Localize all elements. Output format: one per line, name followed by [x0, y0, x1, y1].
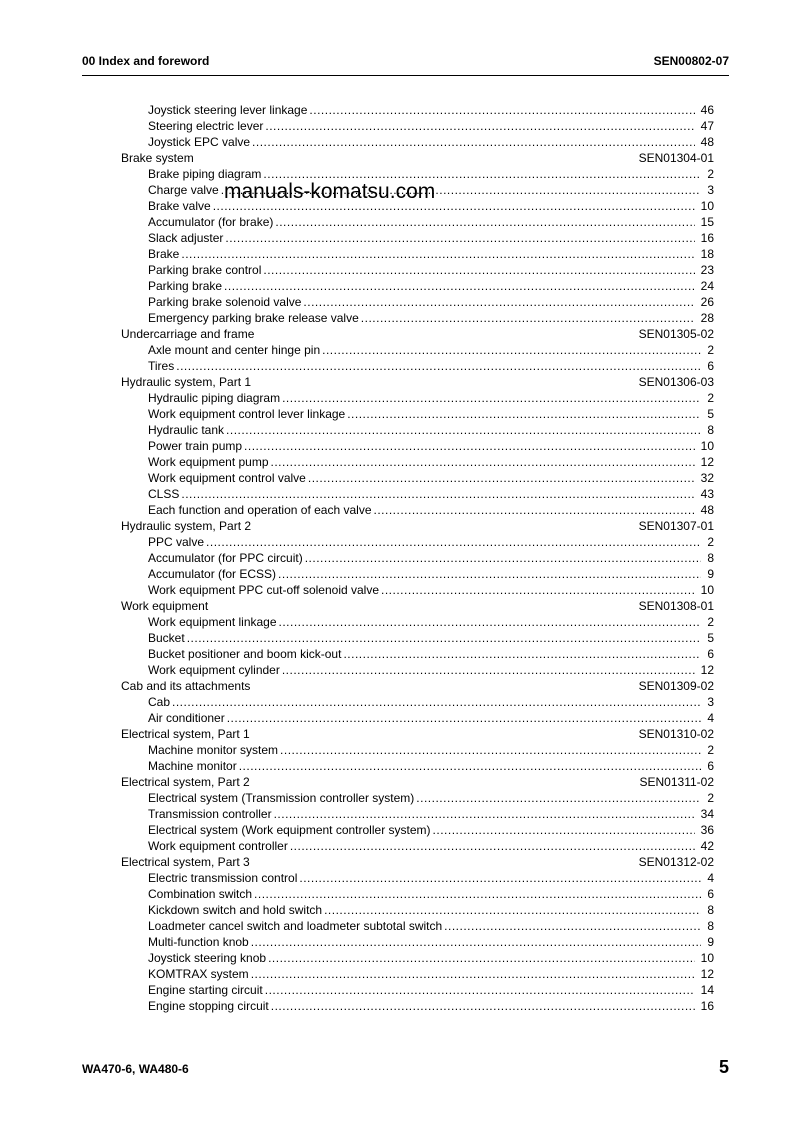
entry-title: Work equipment control valve — [148, 471, 306, 485]
page-number: 10 — [700, 951, 714, 965]
page-number: 5 — [707, 407, 714, 421]
toc-entry[interactable] — [121, 390, 714, 406]
page-number: 46 — [700, 103, 714, 117]
page-number: 12 — [700, 967, 714, 981]
entry-title: Hydraulic piping diagram — [148, 391, 281, 405]
dot-leader — [239, 758, 702, 774]
dot-leader — [299, 870, 701, 886]
toc-entry[interactable] — [121, 102, 714, 118]
page-number: 14 — [700, 983, 714, 997]
entry-title: Brake — [148, 247, 180, 261]
page-number: 48 — [700, 503, 714, 517]
page-number: 28 — [700, 311, 714, 325]
section-code: SEN01306-03 — [638, 375, 714, 389]
toc-entry[interactable] — [121, 662, 714, 678]
toc-entry[interactable] — [121, 966, 714, 982]
entry-title: Parking brake control — [148, 263, 262, 277]
dot-leader — [181, 486, 694, 502]
entry-title: Hydraulic tank — [148, 423, 225, 437]
toc-entry[interactable] — [121, 646, 714, 662]
entry-title: Combination switch — [148, 887, 253, 901]
entry-title: Machine monitor system — [148, 743, 279, 757]
dot-leader — [282, 662, 695, 678]
dot-leader — [282, 390, 701, 406]
page-number: 16 — [700, 999, 714, 1013]
entry-title: Work equipment cylinder — [148, 663, 280, 677]
page-number: 6 — [707, 759, 714, 773]
toc-entry[interactable] — [121, 118, 714, 134]
header-doc-code: SEN00802-07 — [653, 54, 729, 68]
dot-leader — [279, 614, 702, 630]
dot-leader — [290, 838, 695, 854]
dot-leader — [433, 822, 695, 838]
toc-section[interactable] — [121, 326, 714, 342]
toc-entry[interactable] — [121, 550, 714, 566]
section-code: SEN01312-02 — [638, 855, 714, 869]
entry-title: Slack adjuster — [148, 231, 224, 245]
entry-title: Kickdown switch and hold switch — [148, 903, 323, 917]
spacer — [250, 854, 639, 870]
section-title: Brake system — [121, 151, 194, 165]
entry-title: Accumulator (for brake) — [148, 215, 274, 229]
entry-title: Work equipment controller — [148, 839, 288, 853]
toc-entry[interactable] — [121, 262, 714, 278]
header-section-title: 00 Index and foreword — [82, 54, 210, 68]
page-number: 47 — [700, 119, 714, 133]
dot-leader — [252, 134, 695, 150]
toc-entry[interactable] — [121, 310, 714, 326]
entry-title: Emergency parking brake release valve — [148, 311, 359, 325]
toc-entry[interactable] — [121, 886, 714, 902]
section-code: SEN01309-02 — [638, 679, 714, 693]
page-number: 26 — [700, 295, 714, 309]
section-title: Electrical system, Part 3 — [121, 855, 250, 869]
section-title: Electrical system, Part 2 — [121, 775, 250, 789]
page-number: 6 — [707, 359, 714, 373]
dot-leader — [224, 278, 695, 294]
page-number: 10 — [700, 583, 714, 597]
page-number: 10 — [700, 199, 714, 213]
page-number: 23 — [700, 263, 714, 277]
dot-leader — [251, 966, 695, 982]
page-number: 4 — [707, 871, 714, 885]
toc-entry[interactable] — [121, 710, 714, 726]
toc-section[interactable] — [121, 678, 714, 694]
page-number: 18 — [700, 247, 714, 261]
toc-entry[interactable] — [121, 902, 714, 918]
toc-entry[interactable] — [121, 342, 714, 358]
toc-section[interactable] — [121, 374, 714, 390]
footer-models: WA470-6, WA480-6 — [82, 1062, 189, 1076]
toc-entry[interactable] — [121, 950, 714, 966]
table-of-contents — [121, 102, 714, 1014]
toc-entry[interactable] — [121, 838, 714, 854]
entry-title: Accumulator (for PPC circuit) — [148, 551, 303, 565]
dot-leader — [361, 310, 695, 326]
entry-title: Air conditioner — [148, 711, 225, 725]
entry-title: Joystick steering lever linkage — [148, 103, 308, 117]
entry-title: Each function and operation of each valve — [148, 503, 372, 517]
section-title: Undercarriage and frame — [121, 327, 255, 341]
dot-leader — [274, 806, 695, 822]
section-title: Cab and its attachments — [121, 679, 251, 693]
spacer — [250, 726, 639, 742]
dot-leader — [263, 262, 694, 278]
toc-entry[interactable] — [121, 358, 714, 374]
page-number: 2 — [707, 791, 714, 805]
entry-title: Brake valve — [148, 199, 211, 213]
entry-title: Joystick EPC valve — [148, 135, 251, 149]
dot-leader — [268, 950, 695, 966]
toc-entry[interactable] — [121, 918, 714, 934]
dot-leader — [227, 710, 702, 726]
entry-title: Bucket — [148, 631, 185, 645]
toc-entry[interactable] — [121, 294, 714, 310]
entry-title: Cab — [148, 695, 171, 709]
dot-leader — [244, 438, 695, 454]
toc-entry[interactable] — [121, 742, 714, 758]
dot-leader — [187, 630, 702, 646]
entry-title: Work equipment control lever linkage — [148, 407, 346, 421]
toc-entry[interactable] — [121, 278, 714, 294]
dot-leader — [374, 502, 695, 518]
toc-section[interactable] — [121, 598, 714, 614]
page-number: 8 — [707, 903, 714, 917]
toc-section[interactable] — [121, 150, 714, 166]
dot-leader — [278, 566, 701, 582]
toc-entry[interactable] — [121, 134, 714, 150]
entry-title: Joystick steering knob — [148, 951, 267, 965]
page-number: 43 — [700, 487, 714, 501]
page-number: 16 — [700, 231, 714, 245]
toc-entry[interactable] — [121, 502, 714, 518]
toc-section[interactable] — [121, 726, 714, 742]
toc-entry[interactable] — [121, 246, 714, 262]
dot-leader — [343, 646, 701, 662]
entry-title: Work equipment PPC cut-off solenoid valve — [148, 583, 380, 597]
toc-entry[interactable] — [121, 790, 714, 806]
entry-title: Transmission controller — [148, 807, 272, 821]
page-number: 4 — [707, 711, 714, 725]
page-number: 12 — [700, 455, 714, 469]
dot-leader — [275, 214, 694, 230]
footer-page-number: 5 — [718, 1057, 729, 1077]
section-code: SEN01307-01 — [638, 519, 714, 533]
dot-leader — [309, 102, 694, 118]
page-number: 2 — [707, 615, 714, 629]
entry-title: Multi-function knob — [148, 935, 249, 949]
dot-leader — [251, 934, 702, 950]
page-number: 12 — [700, 663, 714, 677]
toc-entry[interactable] — [121, 822, 714, 838]
spacer — [251, 374, 639, 390]
entry-title: Steering electric lever — [148, 119, 264, 133]
toc-entry[interactable] — [121, 406, 714, 422]
entry-title: Electric transmission control — [148, 871, 298, 885]
page-number: 9 — [707, 567, 714, 581]
page-number: 6 — [707, 887, 714, 901]
entry-title: Axle mount and center hinge pin — [148, 343, 321, 357]
dot-leader — [381, 582, 695, 598]
page-number: 34 — [700, 807, 714, 821]
spacer — [250, 774, 640, 790]
spacer — [254, 326, 638, 342]
page-number: 8 — [707, 551, 714, 565]
dot-leader — [271, 454, 695, 470]
toc-entry[interactable] — [121, 214, 714, 230]
dot-leader — [226, 422, 701, 438]
page-number: 3 — [707, 183, 714, 197]
page-number: 32 — [700, 471, 714, 485]
entry-title: Machine monitor — [148, 759, 237, 773]
entry-title: Brake piping diagram — [148, 167, 262, 181]
page-number: 2 — [707, 343, 714, 357]
page-number: 5 — [707, 631, 714, 645]
page-number: 9 — [707, 935, 714, 949]
spacer — [208, 598, 638, 614]
section-code: SEN01310-02 — [638, 727, 714, 741]
entry-title: Electrical system (Work equipment controller system) — [148, 823, 431, 837]
dot-leader — [308, 470, 695, 486]
dot-leader — [271, 998, 695, 1014]
toc-entry[interactable] — [121, 422, 714, 438]
section-code: SEN01311-02 — [639, 775, 714, 789]
page-number: 15 — [700, 215, 714, 229]
entry-title: Engine stopping circuit — [148, 999, 269, 1013]
toc-entry[interactable] — [121, 630, 714, 646]
page-number: 48 — [700, 135, 714, 149]
page-number: 2 — [707, 743, 714, 757]
dot-leader — [324, 902, 701, 918]
entry-title: CLSS — [148, 487, 180, 501]
page-number: 42 — [700, 839, 714, 853]
toc-section[interactable] — [121, 774, 714, 790]
dot-leader — [254, 886, 701, 902]
entry-title: Power train pump — [148, 439, 243, 453]
entry-title: Parking brake solenoid valve — [148, 295, 302, 309]
entry-title: Work equipment linkage — [148, 615, 277, 629]
entry-title: KOMTRAX system — [148, 967, 249, 981]
entry-title: PPC valve — [148, 535, 205, 549]
dot-leader — [444, 918, 701, 934]
page-number: 8 — [707, 919, 714, 933]
dot-leader — [265, 982, 695, 998]
dot-leader — [322, 342, 701, 358]
toc-entry[interactable] — [121, 934, 714, 950]
entry-title: Accumulator (for ECSS) — [148, 567, 277, 581]
page-number: 2 — [707, 391, 714, 405]
dot-leader — [303, 294, 694, 310]
entry-title: Bucket positioner and boom kick-out — [148, 647, 342, 661]
section-code: SEN01308-01 — [638, 599, 714, 613]
section-title: Electrical system, Part 1 — [121, 727, 250, 741]
entry-title: Tires — [148, 359, 175, 373]
entry-title: Loadmeter cancel switch and loadmeter subtotal switch — [148, 919, 443, 933]
toc-section[interactable] — [121, 518, 714, 534]
dot-leader — [225, 230, 694, 246]
dot-leader — [305, 550, 702, 566]
toc-entry[interactable] — [121, 998, 714, 1014]
dot-leader — [347, 406, 701, 422]
toc-entry[interactable] — [121, 982, 714, 998]
page-header — [82, 53, 729, 76]
toc-entry[interactable] — [121, 486, 714, 502]
dot-leader — [181, 246, 694, 262]
section-title: Hydraulic system, Part 1 — [121, 375, 252, 389]
toc-entry[interactable] — [121, 438, 714, 454]
entry-title: Work equipment pump — [148, 455, 269, 469]
section-title: Work equipment — [121, 599, 209, 613]
dot-leader — [176, 358, 701, 374]
entry-title: Parking brake — [148, 279, 223, 293]
page-number: 8 — [707, 423, 714, 437]
entry-title: Engine starting circuit — [148, 983, 263, 997]
section-title: Hydraulic system, Part 2 — [121, 519, 252, 533]
toc-entry[interactable] — [121, 566, 714, 582]
page-number: 2 — [707, 167, 714, 181]
spacer — [194, 150, 639, 166]
entry-title: Electrical system (Transmission controller system) — [148, 791, 415, 805]
toc-entry[interactable] — [121, 806, 714, 822]
toc-entry[interactable] — [121, 870, 714, 886]
toc-entry[interactable] — [121, 230, 714, 246]
dot-leader — [416, 790, 701, 806]
page-number: 3 — [707, 695, 714, 709]
spacer — [250, 678, 638, 694]
dot-leader — [280, 742, 701, 758]
page-number: 2 — [707, 535, 714, 549]
page-number: 24 — [700, 279, 714, 293]
toc-entry[interactable] — [121, 470, 714, 486]
toc-entry[interactable] — [121, 454, 714, 470]
dot-leader — [265, 118, 694, 134]
toc-entry[interactable] — [121, 534, 714, 550]
toc-entry[interactable] — [121, 694, 714, 710]
toc-entry[interactable] — [121, 758, 714, 774]
dot-leader — [206, 534, 701, 550]
toc-entry[interactable] — [121, 582, 714, 598]
watermark: manuals-komatsu.com — [224, 180, 436, 203]
toc-section[interactable] — [121, 854, 714, 870]
page-number: 36 — [700, 823, 714, 837]
dot-leader — [172, 694, 701, 710]
toc-entry[interactable] — [121, 614, 714, 630]
section-code: SEN01305-02 — [638, 327, 714, 341]
spacer — [251, 518, 639, 534]
page-number: 6 — [707, 647, 714, 661]
section-code: SEN01304-01 — [638, 151, 714, 165]
page-number: 10 — [700, 439, 714, 453]
entry-title: Charge valve — [148, 183, 219, 197]
